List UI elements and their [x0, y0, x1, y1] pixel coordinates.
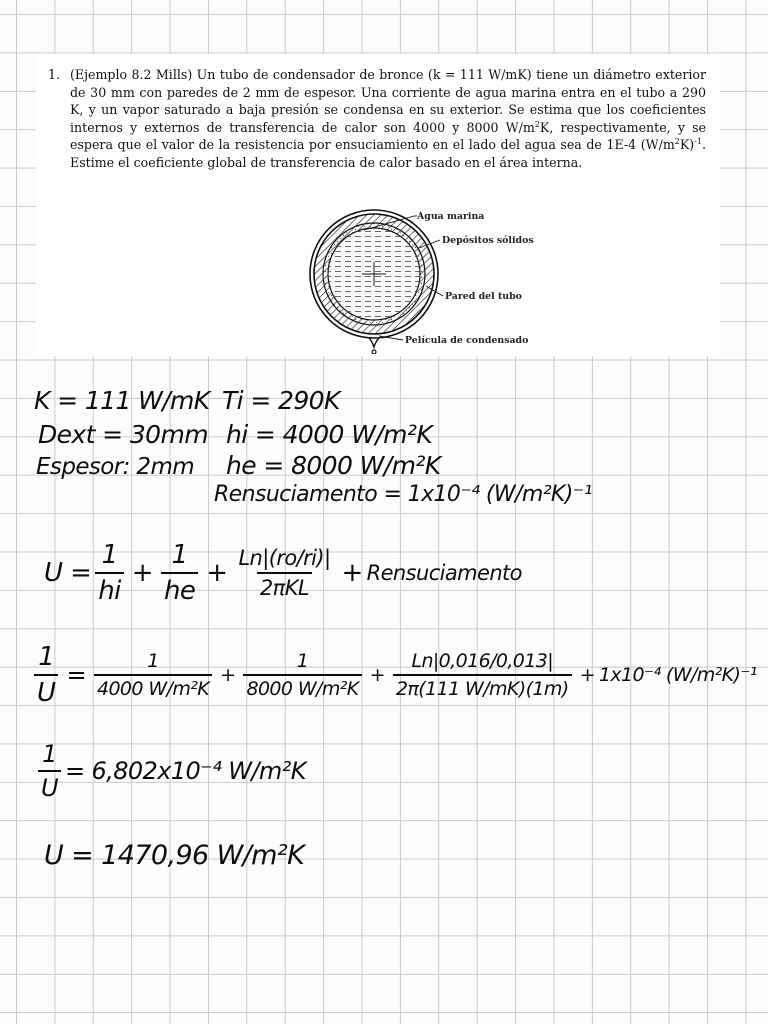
formula-fouling: Rensuciamento — [366, 561, 522, 585]
subst-fouling: 1x10⁻⁴ (W/m²K)⁻¹ — [598, 664, 757, 686]
given-ti: Ti = 290K — [222, 386, 340, 415]
result-inverse-lhs: $\frac{1}{U}$ — [38, 740, 61, 802]
formula-term-1: $\frac{1}{hi}$ — [95, 540, 124, 606]
subst-term-1: $\frac{1}{\text{4000 W/m²K}}$ — [94, 650, 212, 700]
result-inverse — [34, 740, 306, 802]
label-deposits: Depósitos sólidos — [442, 235, 534, 246]
problem-number: 1. — [48, 67, 61, 82]
problem-text — [48, 66, 706, 172]
result-inverse-value: = 6,802x10⁻⁴ W/m²K — [64, 757, 306, 785]
result-final: U = 1470,96 W/m²K — [44, 840, 305, 871]
formula-general: U = $\frac{1}{hi}$ + $\frac{1}{he}$ + $\frac{Ln|(ro/ri)|}{\text{2πKL}}$ + Rensuciamento — [44, 540, 522, 606]
given-hi: hi = 4000 W/m²K — [226, 420, 433, 449]
label-seawater: Agua marina — [417, 211, 485, 222]
tube-cross-section-figure — [264, 204, 564, 354]
subst-term-3: $\frac{Ln|0,016/0,013|}{2\pi(111 W/mK)(1m)}$ — [393, 650, 572, 700]
formula-term-3: $\frac{Ln|(ro/ri)|}{\text{2πKL}}$ — [238, 546, 331, 600]
label-tube-wall: Pared del tubo — [445, 291, 522, 302]
formula-substitution: $\frac{1}{U}$ = $\frac{1}{\text{4000 W/m²K}}$ + $\frac{1}{\text{8000 W/m²K}}$ + $\frac{Ln|0,016/0,013|}{2\pi(111 W/mK)(1m)}$ + 1x10⁻⁴ (W/m²K)⁻¹ — [30, 642, 757, 708]
given-k: K = 111 W/mK — [34, 386, 210, 415]
problem-statement: (Ejemplo 8.2 Mills) Un tubo de condensador de bronce (k = 111 W/mK) tiene un diámetro exterior de 30 mm con paredes de 2 mm de espesor. Una corriente de agua marina entra en el tubo a 290 K, y un vapor saturado a baja presión se condensa en su exterior. Se estima que los coeficientes internos y externos de transferencia de calor son 4000 y 8000 $W/m^2K$, respectivamente, y se espera que el valor de la resistencia por ensuciamiento en el lado del agua sea de 1E-4 $(W/m^2K)^{-1}$. Estime el coeficiente global de transferencia de calor basado en el área interna. — [70, 67, 706, 170]
subst-lhs: $\frac{1}{U}$ — [34, 642, 58, 708]
formula-lhs: U = — [44, 558, 92, 588]
label-condensate-film: Película de condensado — [405, 335, 529, 346]
subst-term-2: $\frac{1}{\text{8000 W/m²K}}$ — [243, 650, 361, 700]
given-fouling-resistance: Rensuciamento = 1x10⁻⁴ (W/m²K)⁻¹ — [214, 482, 592, 507]
given-dext: Dext = 30mm — [38, 420, 208, 449]
problem-card — [36, 54, 720, 356]
given-thickness: Espesor: 2mm — [36, 454, 195, 480]
given-he: he = 8000 W/m²K — [226, 451, 441, 480]
formula-term-2: $\frac{1}{he}$ — [161, 540, 198, 606]
